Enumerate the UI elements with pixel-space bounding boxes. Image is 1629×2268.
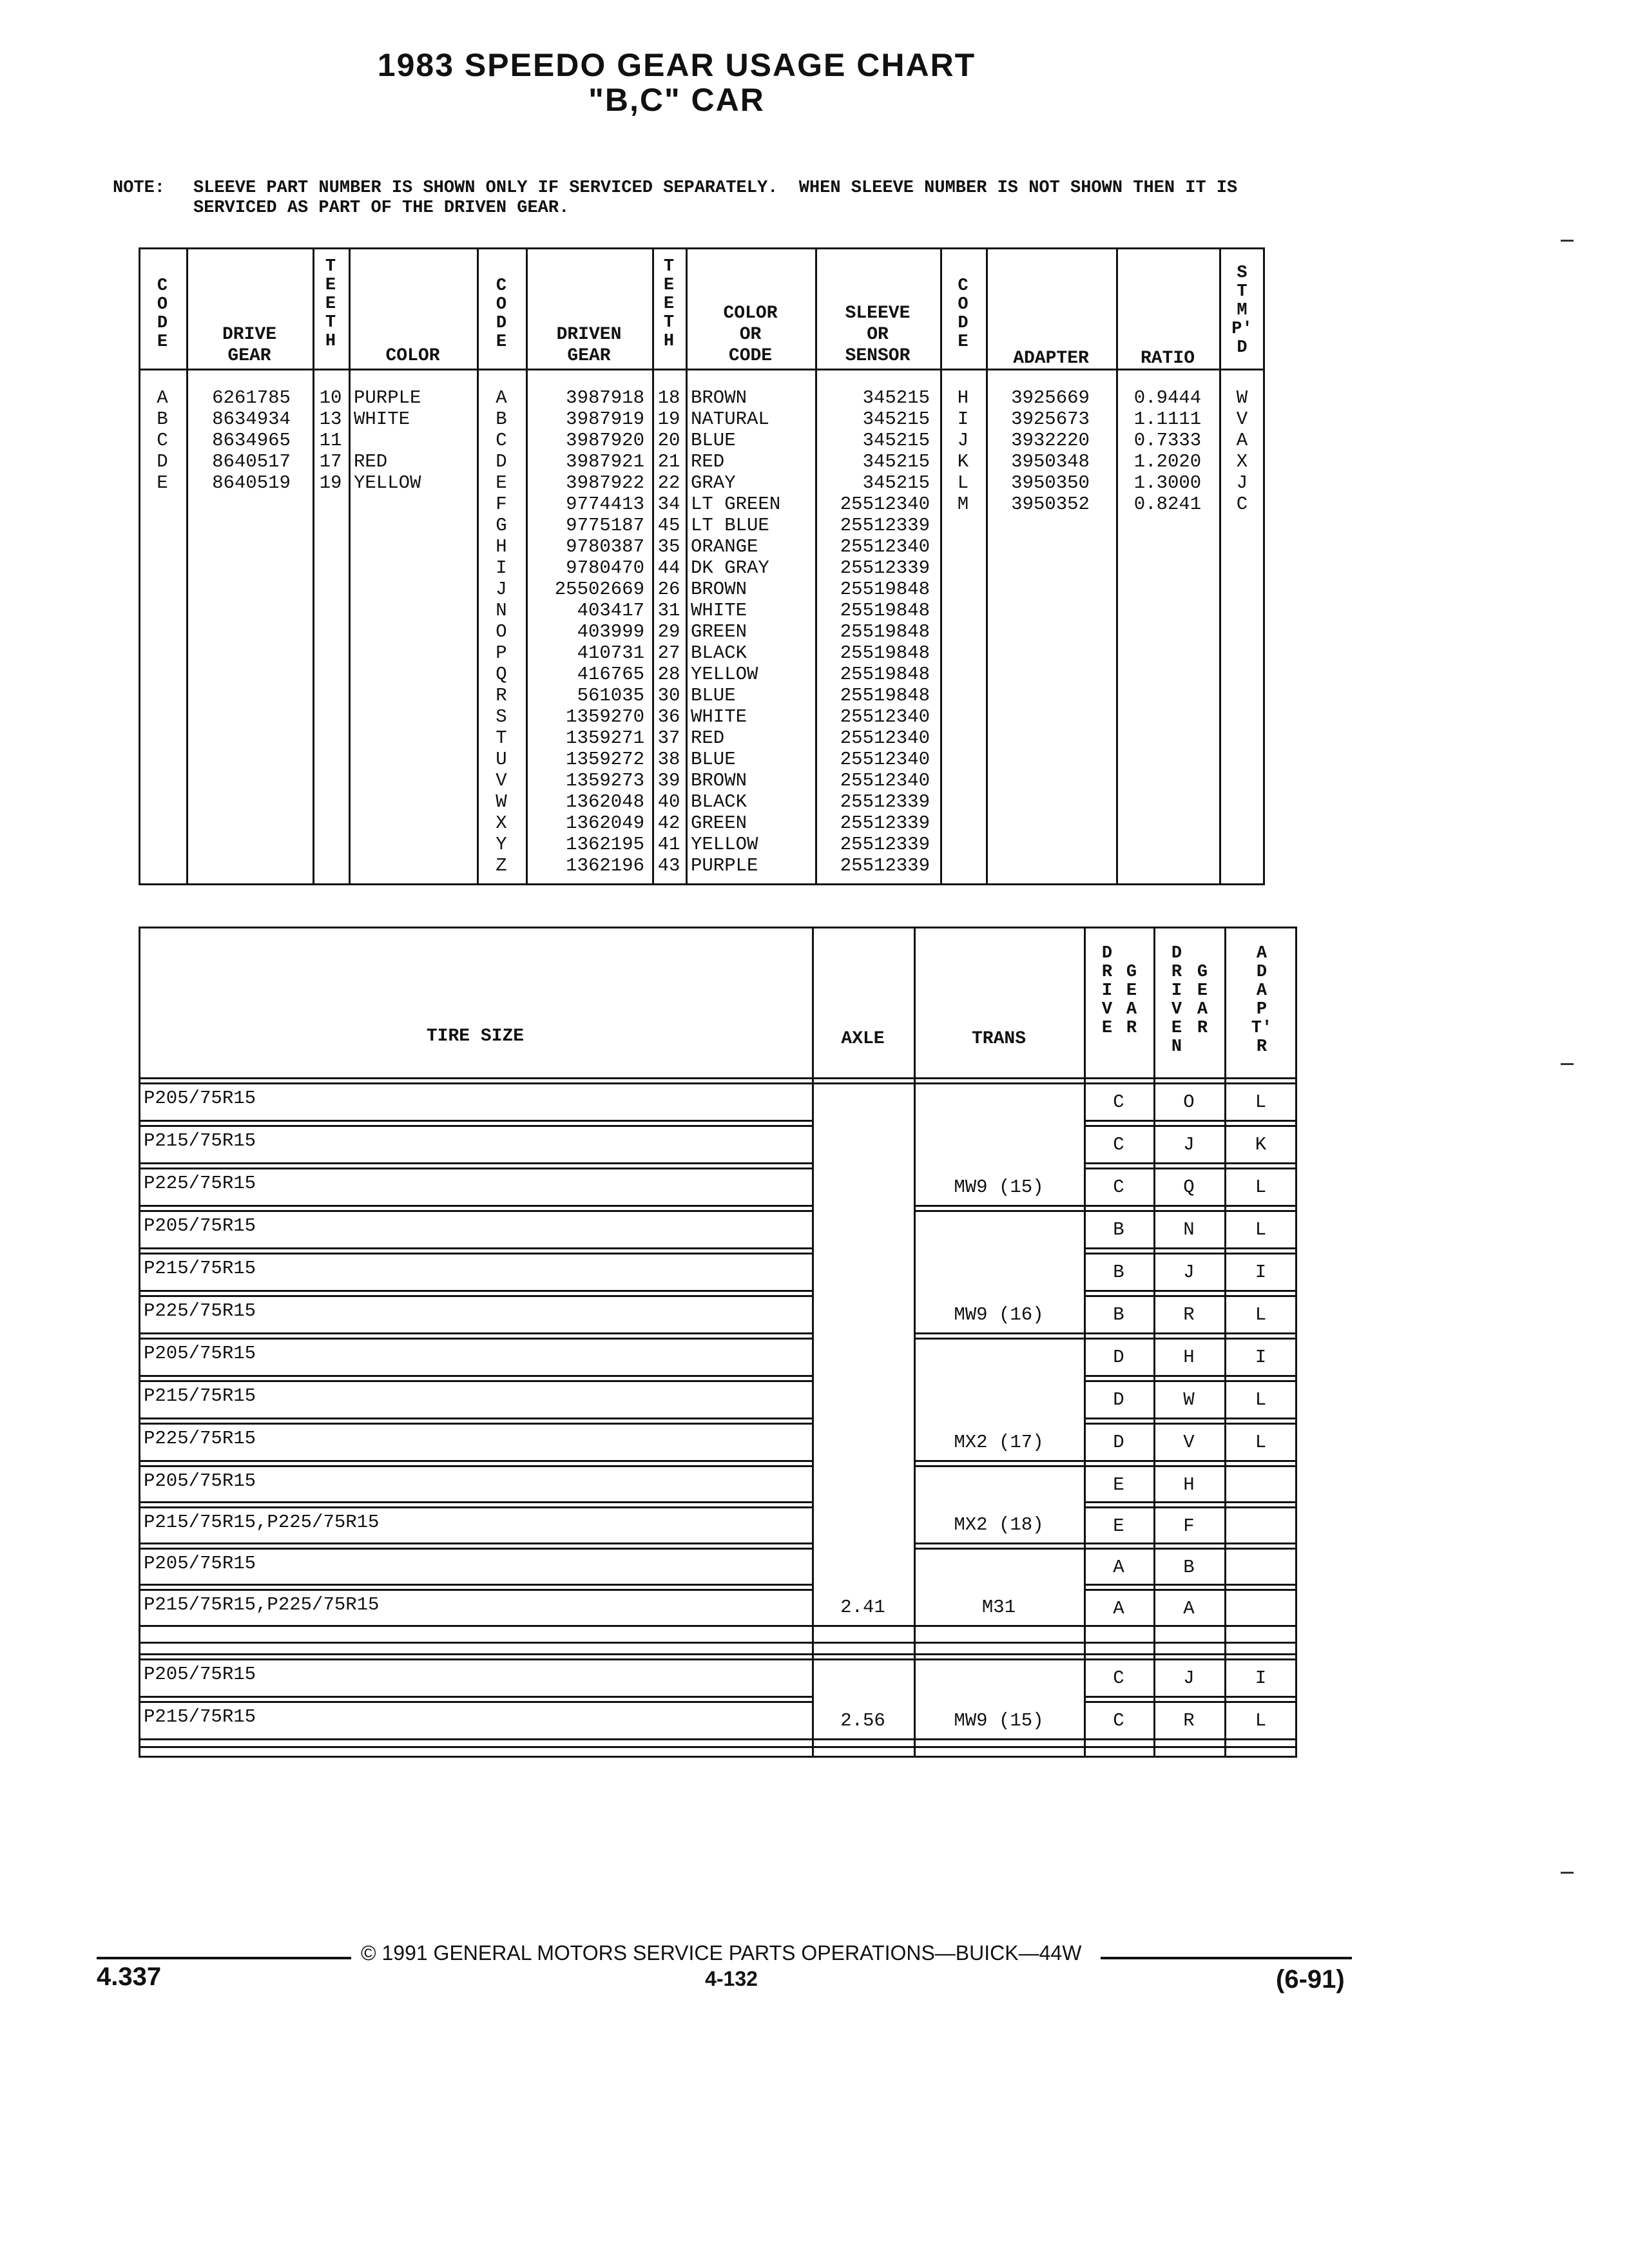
axle-cell: 2.56 [840,1710,885,1731]
tire-size-cell: P205/75R15 [144,1664,256,1685]
row-line [1084,1625,1297,1627]
driven-gear-cell: J [1183,1262,1195,1283]
drive-gear-cell: D [1113,1432,1124,1453]
row-line [139,1120,812,1122]
stmpd-column: W V A X J C [1236,387,1248,515]
note-text-line1: SLEEVE PART NUMBER IS SHOWN ONLY IF SERVICED SEPARATELY. WHEN SLEEVE NUMBER IS NOT SHOWN THEN IT IS [193,178,1238,198]
driven-gear-cell: H [1183,1347,1195,1368]
adapter-cell: I [1255,1262,1267,1283]
header-trans: TRANS [971,1029,1026,1049]
driven-gear-cell: O [1183,1091,1195,1113]
col-line [914,927,916,1758]
adapter-cell: I [1255,1347,1267,1368]
row-line [139,1295,812,1297]
header-axle: AXLE [841,1029,885,1049]
header-drive-gear-2: G E A R [1126,963,1137,1038]
adapter-cell: L [1255,1432,1267,1453]
row-line [139,1375,812,1377]
driven-gear-cell: N [1183,1219,1195,1240]
row-line [1084,1205,1297,1207]
trans-group-line [914,1465,1084,1467]
col-line [986,247,988,885]
header-driven-gear: DRIVEN GEAR [556,325,622,366]
row-line [1084,1253,1297,1254]
row-line [139,1380,812,1382]
header-tire-size: TIRE SIZE [426,1026,525,1046]
tire-size-cell: P205/75R15 [144,1470,256,1492]
row-line [1084,1501,1297,1503]
drive-color-column: PURPLE WHITE RED YELLOW [354,387,421,494]
header-teeth: T E E T H [325,257,336,351]
row-line [1084,1162,1297,1164]
section-divider [139,1746,1297,1748]
trans-group-line [914,1082,1084,1084]
tire-size-cell: P215/75R15,P225/75R15 [144,1512,380,1533]
tire-size-cell: P225/75R15 [144,1300,256,1321]
trans-cell: MX2 (18) [954,1514,1044,1535]
row-line [1084,1120,1297,1122]
trans-group-line [914,1658,1084,1660]
drive-gear-cell: B [1113,1262,1124,1283]
row-line [139,1338,812,1340]
row-line [139,1658,812,1660]
drive-gear-cell: B [1113,1304,1124,1325]
driven-gear-cell: R [1183,1710,1195,1731]
driven-teeth-column: 18 19 20 21 22 34 45 35 44 26 31 29 27 28 30 36 37 38 39 40 42 41 43 [657,387,680,876]
drive-gear-cell: C [1113,1710,1124,1731]
row-line [1084,1380,1297,1382]
row-line [139,1423,812,1425]
header-ratio: RATIO [1140,349,1195,369]
adapter-code-column: H I J K L M [957,387,969,515]
row-line [139,1205,812,1207]
drive-gear-column: 6261785 8634934 8634965 8640517 8640519 [212,387,291,494]
adapter-cell: I [1255,1667,1267,1689]
trans-cell: MW9 (15) [954,1710,1044,1731]
row-line [139,1542,812,1544]
axle-group-line [812,1658,914,1660]
driven-gear-cell: V [1183,1432,1195,1453]
row-line [1084,1589,1297,1591]
row-line [139,1501,812,1503]
row-line [139,1584,812,1586]
margin-mark [1561,1872,1574,1874]
axle-group-line [812,1082,914,1084]
row-line [1084,1584,1297,1586]
header-drive-gear: DRIVE GEAR [222,325,276,366]
section-divider [139,1653,1297,1655]
margin-mark [1561,1063,1574,1065]
driven-gear-cell: J [1183,1667,1195,1689]
row-line [1084,1460,1297,1462]
row-line [139,1125,812,1127]
row-line [1084,1701,1297,1703]
driven-gear-cell: H [1183,1474,1195,1495]
tire-size-cell: P205/75R15 [144,1343,256,1364]
drive-gear-cell: A [1113,1557,1124,1578]
col-line [1224,927,1226,1758]
tire-size-cell: P215/75R15,P225/75R15 [144,1594,380,1615]
table-header-divider [139,1077,1297,1079]
tire-size-cell: P225/75R15 [144,1428,256,1449]
row-line [1084,1125,1297,1127]
tire-size-cell: P215/75R15 [144,1130,256,1151]
axle-cell: 2.41 [840,1597,885,1618]
driven-color-column: BROWN NATURAL BLUE RED GRAY LT GREEN LT BLUE ORANGE DK GRAY BROWN WHITE GREEN BLACK YELLOW BLUE WHITE RED BLUE BROWN BLACK GREEN YELLOW PURPLE [691,387,781,876]
header-color-or-code: COLOR OR CODE [723,303,778,366]
trans-group-line [914,1338,1084,1340]
page-title: 1983 SPEEDO GEAR USAGE CHART [377,47,976,83]
adapter-cell: L [1255,1219,1267,1240]
row-line [1084,1168,1297,1169]
row-line [139,1418,812,1419]
header-adapter: ADAPTER [1013,349,1089,369]
header-driven-gear-2: G E A R [1197,963,1208,1038]
row-line [1084,1738,1297,1740]
copyright: © 1991 GENERAL MOTORS SERVICE PARTS OPERATIONS—BUICK—44W [361,1941,1082,1965]
row-line [1084,1290,1297,1292]
tire-size-cell: P205/75R15 [144,1215,256,1236]
row-line [139,1696,812,1698]
row-line [139,1210,812,1212]
row-line [1084,1082,1297,1084]
trans-cell: MX2 (17) [954,1432,1044,1453]
row-line [139,1465,812,1467]
row-line [139,1506,812,1508]
row-line [1084,1506,1297,1508]
row-line [139,1162,812,1164]
tire-size-cell: P215/75R15 [144,1258,256,1279]
row-line [1084,1696,1297,1698]
adapter-cell: L [1255,1177,1267,1198]
trans-group-line [914,1460,1084,1462]
header-driven-gear: D R I V E N [1171,944,1182,1057]
driven-gear-cell: A [1183,1598,1195,1619]
header-drive-gear: D R I V E [1101,944,1113,1038]
row-line [139,1332,812,1334]
row-line [1084,1247,1297,1249]
drive-gear-cell: E [1113,1474,1124,1495]
row-line [1084,1210,1297,1212]
driven-gear-column: 3987918 3987919 3987920 3987921 3987922 9774413 9775187 9780387 9780470 25502669 403417 403999 410731 416765 561035 1359270 1359271 1359272 1359273 1362048 1362049 1362195 1362196 [554,387,644,876]
row-line [1084,1332,1297,1334]
note-text-line2: SERVICED AS PART OF THE DRIVEN GEAR. [193,198,570,218]
col-line [1153,927,1155,1758]
header-code: C O D E [958,276,969,352]
footer-rule-left [97,1957,351,1959]
tire-size-cell: P215/75R15 [144,1385,256,1407]
row-line [1084,1658,1297,1660]
row-line [139,1460,812,1462]
driven-gear-cell: J [1183,1134,1195,1155]
col-line [812,927,814,1758]
row-line [1084,1542,1297,1544]
driven-gear-cell: R [1183,1304,1195,1325]
driven-gear-cell: Q [1183,1177,1195,1198]
drive-gear-cell: C [1113,1091,1124,1113]
row-line [139,1290,812,1292]
driven-code-column: A B C D E F G H I J N O P Q R S T U V W X Y Z [496,387,507,876]
header-teeth: T E E T H [663,257,675,351]
row-line [1084,1418,1297,1419]
drive-gear-cell: B [1113,1219,1124,1240]
drive-gear-cell: C [1113,1134,1124,1155]
adapter-cell: K [1255,1134,1267,1155]
tire-size-cell: P205/75R15 [144,1088,256,1109]
footer-rule-right [1101,1957,1352,1959]
margin-mark [1561,240,1574,242]
row-line [139,1253,812,1254]
col-line [1116,247,1118,885]
adapter-cell: L [1255,1710,1267,1731]
ratio-column: 0.9444 1.1111 0.7333 1.2020 1.3000 0.8241 [1133,387,1202,515]
axle-group-line [812,1738,914,1740]
table-border [139,927,1297,1758]
adapter-cell: L [1255,1304,1267,1325]
row-line [139,1082,812,1084]
tire-size-cell: P225/75R15 [144,1173,256,1194]
drive-gear-cell: D [1113,1389,1124,1410]
trans-group-line [914,1738,1084,1740]
row-line [1084,1375,1297,1377]
sleeve-column: 345215 345215 345215 345215 345215 25512340 25512339 25512340 25512339 25519848 25519848 25519848 25519848 25519848 25519848 25512340 25512340 25512340 25512340 25512339 25512339 25512339 25512339 [840,387,930,876]
col-line [1084,927,1086,1758]
axle-group-line [812,1625,914,1627]
row-line [139,1589,812,1591]
row-line [139,1738,812,1740]
driven-gear-cell: F [1183,1515,1195,1537]
page-subtitle: "B,C" CAR [588,82,765,118]
trans-cell: MW9 (16) [954,1304,1044,1325]
row-line [1084,1465,1297,1467]
trans-group-line [914,1625,1084,1627]
section-divider [139,1642,1297,1644]
header-sleeve-or-sensor: SLEEVE OR SENSOR [845,303,911,366]
driven-gear-cell: W [1183,1389,1195,1410]
tire-size-cell: P215/75R15 [144,1706,256,1727]
trans-group-line [914,1332,1084,1334]
header-code: C O D E [496,276,507,352]
header-color: COLOR [385,346,440,366]
drive-gear-cell: C [1113,1177,1124,1198]
trans-group-line [914,1210,1084,1212]
drive-teeth-column: 10 13 11 17 19 [319,387,342,494]
trans-cell: M31 [981,1597,1016,1618]
trans-group-line [914,1542,1084,1544]
revision-date: (6-91) [1276,1965,1345,1994]
adapter-cell: L [1255,1389,1267,1410]
drive-code-column: A B C D E [157,387,168,494]
row-line [1084,1338,1297,1340]
row-line [1084,1423,1297,1425]
drive-gear-cell: E [1113,1515,1124,1537]
row-line [1084,1295,1297,1297]
col-line [349,247,351,885]
adapter-cell: L [1255,1091,1267,1113]
row-line [139,1168,812,1169]
row-line [139,1625,812,1627]
trans-cell: MW9 (15) [954,1177,1044,1198]
driven-gear-cell: B [1183,1557,1195,1578]
header-code: C O D E [157,276,168,352]
page-number-left: 4.337 [97,1963,162,1991]
row-line [139,1247,812,1249]
header-stmpd: S T M P' D [1231,264,1253,358]
row-line [139,1701,812,1703]
tire-size-cell: P205/75R15 [144,1553,256,1574]
adapter-column: 3925669 3925673 3932220 3950348 3950350 3950352 [1011,387,1090,515]
trans-group-line [914,1548,1084,1550]
note-label: NOTE: [113,178,166,198]
trans-group-line [914,1205,1084,1207]
row-line [1084,1548,1297,1550]
header-adapter: A D A P T' R [1251,944,1273,1057]
page-number-center: 4-132 [705,1967,758,1990]
row-line [139,1548,812,1550]
drive-gear-cell: D [1113,1347,1124,1368]
drive-gear-cell: C [1113,1667,1124,1689]
drive-gear-cell: A [1113,1598,1124,1619]
